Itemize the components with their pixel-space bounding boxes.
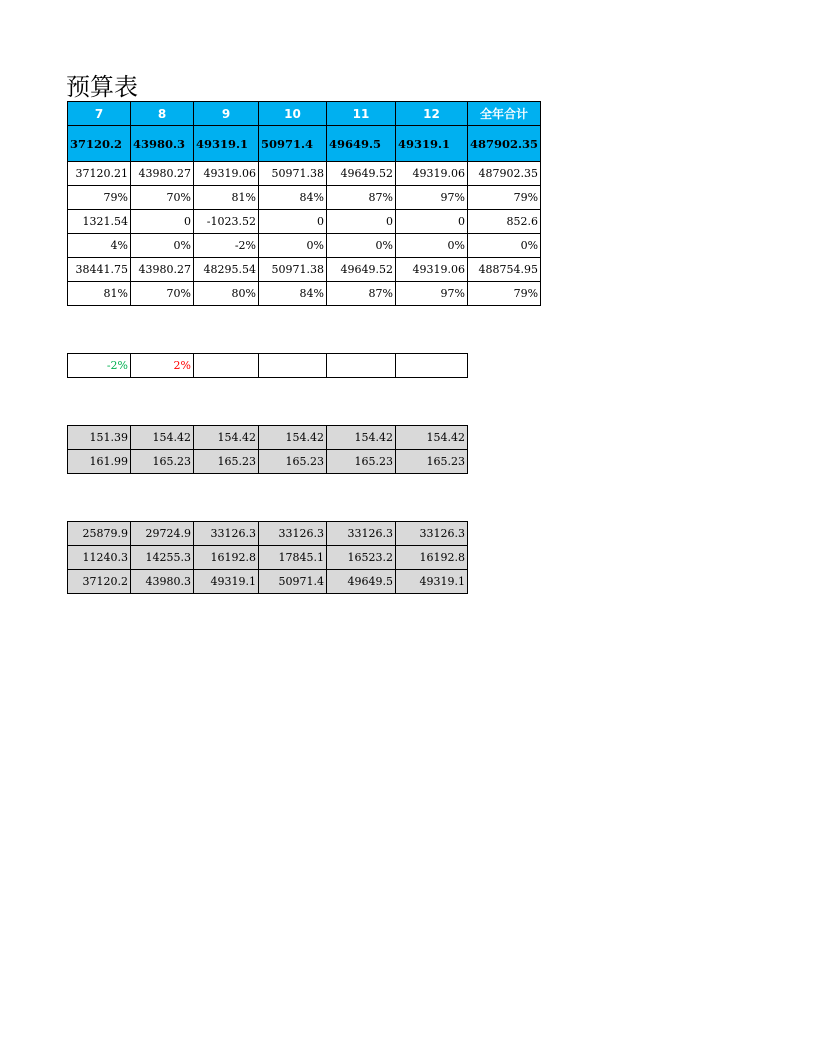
- table-cell[interactable]: 49649.52: [327, 258, 396, 282]
- table-cell[interactable]: 0: [131, 210, 194, 234]
- total-cell[interactable]: 49319.1: [396, 126, 468, 162]
- table-cell[interactable]: 154.42: [396, 426, 468, 450]
- table-cell[interactable]: -2%: [68, 354, 131, 378]
- table-cell[interactable]: 14255.3: [131, 546, 194, 570]
- table-cell[interactable]: 49319.1: [396, 570, 468, 594]
- header-cell[interactable]: 11: [327, 102, 396, 126]
- table-cell[interactable]: 11240.3: [68, 546, 131, 570]
- table-cell[interactable]: 70%: [131, 282, 194, 306]
- table-cell[interactable]: 87%: [327, 282, 396, 306]
- total-cell[interactable]: 49649.5: [327, 126, 396, 162]
- table-cell[interactable]: 16192.8: [396, 546, 468, 570]
- header-cell[interactable]: 8: [131, 102, 194, 126]
- table-cell[interactable]: 79%: [68, 186, 131, 210]
- table-cell[interactable]: 16192.8: [194, 546, 259, 570]
- total-cell[interactable]: 49319.1: [194, 126, 259, 162]
- table-cell[interactable]: -2%: [194, 234, 259, 258]
- table-cell[interactable]: 43980.27: [131, 162, 194, 186]
- table-cell[interactable]: 97%: [396, 186, 468, 210]
- table-cell[interactable]: 49319.06: [194, 162, 259, 186]
- table-cell[interactable]: 0%: [259, 234, 327, 258]
- table-row: [68, 570, 468, 594]
- table-cell[interactable]: 50971.38: [259, 162, 327, 186]
- summary-table: [67, 521, 468, 594]
- table-cell[interactable]: 154.42: [259, 426, 327, 450]
- table-cell[interactable]: 49649.5: [327, 570, 396, 594]
- table-cell[interactable]: 165.23: [259, 450, 327, 474]
- table-cell[interactable]: 165.23: [327, 450, 396, 474]
- header-cell[interactable]: 9: [194, 102, 259, 126]
- table-cell[interactable]: 33126.3: [259, 522, 327, 546]
- table-cell[interactable]: 79%: [468, 282, 541, 306]
- table-cell[interactable]: 37120.2: [68, 570, 131, 594]
- table-cell[interactable]: [327, 354, 396, 378]
- table-cell[interactable]: 151.39: [68, 426, 131, 450]
- price-table: [67, 425, 468, 474]
- table-cell[interactable]: 29724.9: [131, 522, 194, 546]
- table-row: [68, 426, 468, 450]
- table-cell[interactable]: -1023.52: [194, 210, 259, 234]
- table-cell[interactable]: 80%: [194, 282, 259, 306]
- table-cell[interactable]: 154.42: [327, 426, 396, 450]
- table-cell[interactable]: 165.23: [131, 450, 194, 474]
- table-cell[interactable]: [194, 354, 259, 378]
- table-cell[interactable]: 25879.9: [68, 522, 131, 546]
- table-row: [68, 210, 541, 234]
- table-cell[interactable]: 97%: [396, 282, 468, 306]
- table-row: [68, 186, 541, 210]
- table-row: [68, 162, 541, 186]
- change-table: [67, 353, 468, 378]
- header-cell[interactable]: 7: [68, 102, 131, 126]
- table-row: [68, 354, 468, 378]
- table-cell[interactable]: 0: [327, 210, 396, 234]
- table-cell[interactable]: 49319.06: [396, 162, 468, 186]
- header-row: [68, 102, 541, 126]
- table-cell[interactable]: 852.6: [468, 210, 541, 234]
- table-cell[interactable]: 49319.06: [396, 258, 468, 282]
- table-cell[interactable]: 87%: [327, 186, 396, 210]
- table-cell[interactable]: 0: [396, 210, 468, 234]
- table-cell[interactable]: 79%: [468, 186, 541, 210]
- total-cell[interactable]: 50971.4: [259, 126, 327, 162]
- table-cell[interactable]: 43980.27: [131, 258, 194, 282]
- table-cell[interactable]: 2%: [131, 354, 194, 378]
- table-cell[interactable]: 48295.54: [194, 258, 259, 282]
- table-cell[interactable]: 161.99: [68, 450, 131, 474]
- table-cell[interactable]: 70%: [131, 186, 194, 210]
- budget-table: [67, 101, 541, 306]
- table-row: [68, 234, 541, 258]
- table-cell[interactable]: 33126.3: [396, 522, 468, 546]
- table-cell[interactable]: 4%: [68, 234, 131, 258]
- table-cell[interactable]: 0%: [396, 234, 468, 258]
- table-cell[interactable]: 0%: [327, 234, 396, 258]
- table-cell[interactable]: 33126.3: [327, 522, 396, 546]
- table-cell[interactable]: 37120.21: [68, 162, 131, 186]
- table-row: [68, 450, 468, 474]
- table-row: [68, 546, 468, 570]
- table-cell[interactable]: 165.23: [194, 450, 259, 474]
- table-cell[interactable]: 154.42: [194, 426, 259, 450]
- table-cell[interactable]: 0: [259, 210, 327, 234]
- table-cell[interactable]: 84%: [259, 282, 327, 306]
- table-cell[interactable]: 0%: [468, 234, 541, 258]
- total-cell[interactable]: 37120.2: [68, 126, 131, 162]
- table-cell[interactable]: 487902.35: [468, 162, 541, 186]
- table-cell[interactable]: 16523.2: [327, 546, 396, 570]
- table-cell[interactable]: 488754.95: [468, 258, 541, 282]
- table-cell[interactable]: [259, 354, 327, 378]
- table-cell[interactable]: 33126.3: [194, 522, 259, 546]
- table-cell[interactable]: 50971.38: [259, 258, 327, 282]
- table-cell[interactable]: 81%: [194, 186, 259, 210]
- table-cell[interactable]: 49649.52: [327, 162, 396, 186]
- table-cell[interactable]: 165.23: [396, 450, 468, 474]
- header-cell[interactable]: 12: [396, 102, 468, 126]
- table-cell[interactable]: 84%: [259, 186, 327, 210]
- table-cell[interactable]: 154.42: [131, 426, 194, 450]
- table-cell[interactable]: 1321.54: [68, 210, 131, 234]
- total-cell[interactable]: 487902.35: [468, 126, 541, 162]
- table-cell[interactable]: 49319.1: [194, 570, 259, 594]
- table-cell[interactable]: [396, 354, 468, 378]
- total-cell[interactable]: 43980.3: [131, 126, 194, 162]
- table-cell[interactable]: 50971.4: [259, 570, 327, 594]
- sheet-title: 预算表: [66, 73, 138, 101]
- table-row: [68, 282, 541, 306]
- table-cell[interactable]: 17845.1: [259, 546, 327, 570]
- table-cell[interactable]: 38441.75: [68, 258, 131, 282]
- table-row: [68, 258, 541, 282]
- table-row: [68, 522, 468, 546]
- header-cell[interactable]: 10: [259, 102, 327, 126]
- table-cell[interactable]: 43980.3: [131, 570, 194, 594]
- table-cell[interactable]: 81%: [68, 282, 131, 306]
- header-cell-total[interactable]: 全年合计: [468, 102, 541, 126]
- totals-row: [68, 126, 541, 162]
- table-cell[interactable]: 0%: [131, 234, 194, 258]
